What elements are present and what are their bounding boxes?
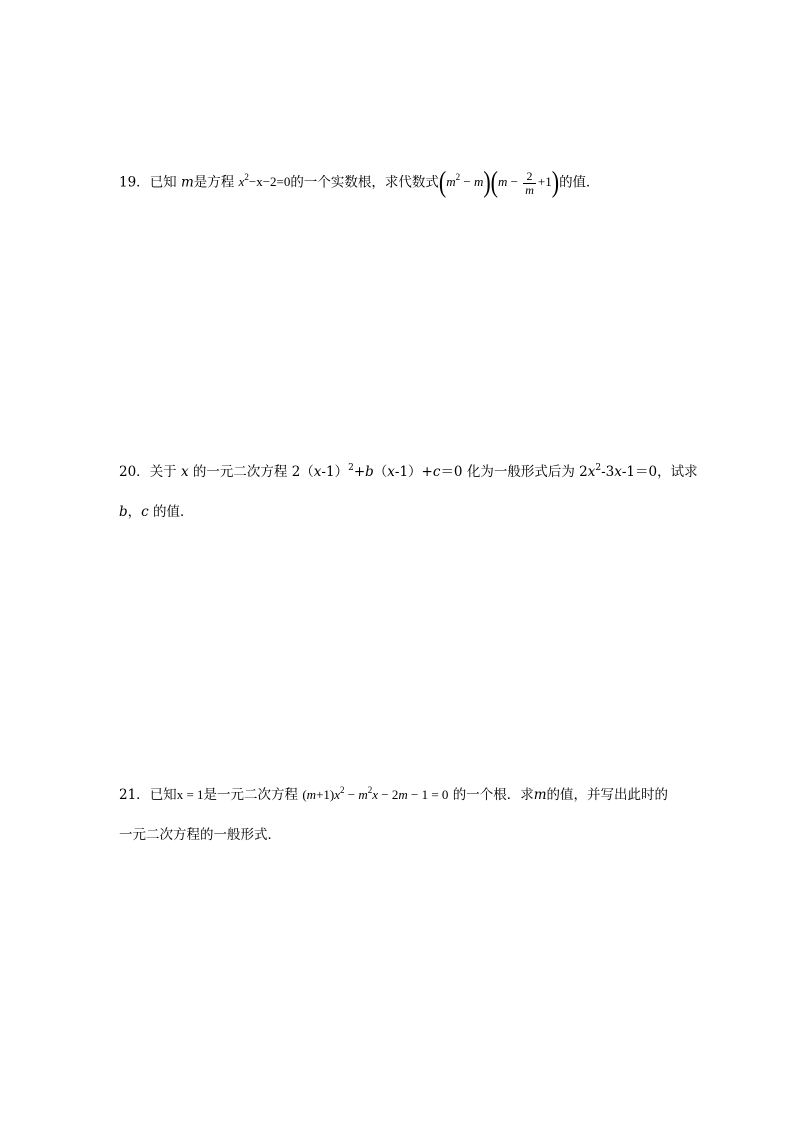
variable-c: c <box>432 464 441 480</box>
variable-c: c <box>141 504 149 520</box>
variable-x: x <box>587 464 596 480</box>
variable-x: x <box>387 464 395 480</box>
text: 关于 <box>149 464 177 480</box>
fraction <box>523 170 536 197</box>
variable-x: x <box>614 464 622 480</box>
variable-x: x <box>180 464 189 480</box>
variable-x: x <box>372 787 379 802</box>
variable-m: m <box>473 174 484 190</box>
equation-rest: −x−2=0 <box>248 174 291 190</box>
text: -3 <box>601 464 615 480</box>
separator: ， <box>127 504 142 520</box>
text: 的值，并写出此时的 <box>546 787 669 803</box>
text: 的值． <box>148 504 194 520</box>
text: 的一元二次方程 2（ <box>192 464 314 480</box>
text: 的值． <box>559 174 600 191</box>
variable-b: b <box>365 464 374 480</box>
text: 已知 <box>149 787 177 803</box>
exponent: 2 <box>348 463 354 473</box>
text: 的一个根．求 <box>452 787 534 803</box>
text: （ <box>373 464 388 480</box>
question-number: 20． <box>119 464 150 480</box>
text: +1) <box>316 787 335 802</box>
exponent: 2 <box>367 785 373 795</box>
text: -1） <box>321 464 349 480</box>
text: − 2 <box>378 787 399 802</box>
text: 是方程 <box>193 174 235 191</box>
question-number: 21． <box>119 787 150 803</box>
text: 是一元二次方程 <box>203 787 299 803</box>
variable-m: m <box>446 174 456 190</box>
question-20 <box>119 462 698 482</box>
variable-x: x <box>313 464 322 480</box>
text: -1＝0，试求 <box>621 464 698 480</box>
text: ＝0 化为一般形式后为 2 <box>440 464 588 480</box>
question-19 <box>119 164 600 199</box>
variable-m: m <box>358 787 368 802</box>
text: ( <box>302 787 307 802</box>
exponent: 2 <box>455 172 461 183</box>
denominator: m <box>525 183 534 197</box>
variable-m: m <box>398 787 408 802</box>
numerator: 2 <box>523 170 536 184</box>
variable-x: x <box>334 787 341 802</box>
variable-x: x <box>238 174 245 190</box>
algebraic-expression: $(m^2 - m)(m$ − $\frac{2}{m}$ +1) <box>438 164 560 199</box>
operator: + <box>353 464 366 480</box>
exponent: 2 <box>244 172 249 183</box>
text: -1）+ <box>394 464 433 480</box>
variable-m: m <box>533 787 547 803</box>
equation <box>239 174 291 189</box>
condition: x = 1 <box>176 787 204 802</box>
text: 的一个实数根，求代数式 <box>290 174 439 191</box>
exponent: 2 <box>340 785 345 795</box>
variable-b: b <box>119 504 128 520</box>
exponent: 2 <box>595 463 602 473</box>
question-21 <box>119 785 668 805</box>
text: 已知 <box>149 174 177 191</box>
text: − 1 = 0 <box>407 787 449 802</box>
operator: − <box>344 787 359 802</box>
question-20-line-2 <box>119 500 194 520</box>
variable-m: m <box>306 787 317 802</box>
operator: +1 <box>537 174 552 190</box>
equation <box>302 787 448 802</box>
operator: − <box>460 174 474 190</box>
variable-m: m <box>180 174 194 191</box>
variable-m: m <box>497 174 508 190</box>
question-number: 19． <box>119 174 150 191</box>
question-21-line-2: 一元二次方程的一般形式． <box>119 827 281 843</box>
operator: − <box>507 174 522 190</box>
